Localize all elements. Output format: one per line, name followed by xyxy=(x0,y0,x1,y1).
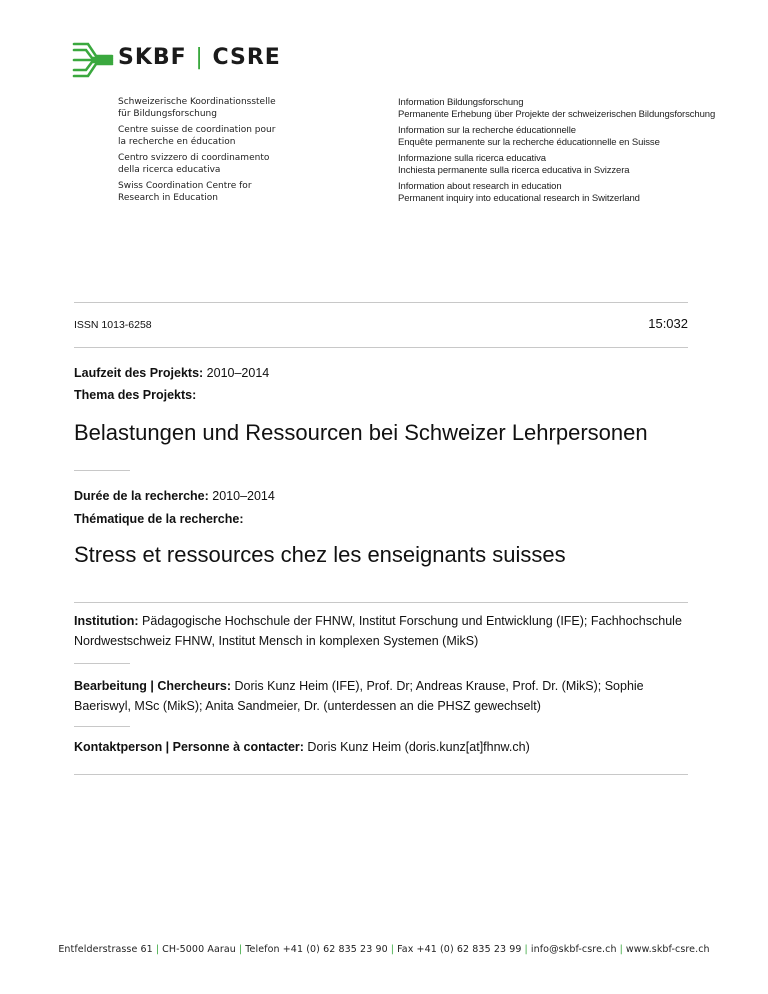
institution-label: Institution: xyxy=(74,614,139,628)
info-line: Information sur la recherche éducationnelle xyxy=(398,125,576,136)
title-de: Belastungen und Ressourcen bei Schweizer Lehrpersonen xyxy=(74,420,648,445)
org-line: della ricerca educativa xyxy=(118,164,221,175)
info-line: Information about research in education xyxy=(398,181,562,192)
divider xyxy=(74,774,688,775)
info-en xyxy=(398,181,640,204)
logo-skbf: SKBF xyxy=(118,45,187,70)
skbf-csre-logo xyxy=(72,40,281,80)
duration-fr-label: Durée de la recherche: xyxy=(74,489,209,503)
duration-de-value: 2010–2014 xyxy=(203,366,270,380)
institution-value: Pädagogische Hochschule der FHNW, Institut Forschung und Entwicklung (IFE); Fachhochschule Nordwestschweiz FHNW, Institut Mensch in komplexen Systemen (MikS) xyxy=(74,614,682,648)
short-divider xyxy=(74,726,130,727)
logo-separator: | xyxy=(195,45,204,70)
divider xyxy=(74,347,688,348)
org-name-fr xyxy=(118,125,275,148)
researchers-value: Doris Kunz Heim (IFE), Prof. Dr; Andreas Krause, Prof. Dr. (MikS); Sophie Baeriswyl, MSc (MikS); Anita Sandmeier, Dr. (unterdessen an die PHSZ gewechselt) xyxy=(74,679,644,713)
theme-de xyxy=(74,388,196,402)
contact xyxy=(74,737,694,757)
short-divider xyxy=(74,470,130,471)
title-fr: Stress et ressources chez les enseignants suisses xyxy=(74,542,566,567)
duration-fr xyxy=(74,489,275,503)
researchers-label: Bearbeitung | Chercheurs: xyxy=(74,679,232,693)
logo-csre: CSRE xyxy=(212,45,281,70)
org-line: für Bildungsforschung xyxy=(118,108,217,119)
info-de xyxy=(398,97,715,120)
footer-phone: Telefon +41 (0) 62 835 23 90 xyxy=(245,944,388,955)
info-line: Information Bildungsforschung xyxy=(398,97,524,108)
footer-website[interactable]: www.skbf-csre.ch xyxy=(625,944,710,955)
issn-number: ISSN 1013-6258 xyxy=(74,319,152,331)
org-line: Centre suisse de coordination pour xyxy=(118,125,276,135)
footer-street: Entfelderstrasse 61 xyxy=(58,944,153,955)
logo-wordmark xyxy=(118,45,281,70)
divider xyxy=(74,602,688,603)
theme-de-label: Thema des Projekts: xyxy=(74,388,197,402)
contact-label: Kontaktperson | Personne à contacter: xyxy=(74,740,304,754)
project-code: 15:032 xyxy=(648,316,688,331)
info-it xyxy=(398,153,630,176)
footer-address: Entfelderstrasse 61 | CH-5000 Aarau | Telefon +41 (0) 62 835 23 90 | Fax +41 (0) 62 835 23 99 | info@skbf-csre.ch | www.skbf-csre.ch xyxy=(58,944,710,955)
divider xyxy=(74,302,688,303)
info-fr xyxy=(398,125,660,148)
footer-city: CH-5000 Aarau xyxy=(162,944,236,955)
duration-de xyxy=(74,366,269,380)
org-line: Research in Education xyxy=(118,192,219,203)
org-name-en xyxy=(118,181,252,204)
logo-lines-icon xyxy=(72,40,114,80)
org-line: la recherche en éducation xyxy=(118,136,236,147)
info-line: Informazione sulla ricerca educativa xyxy=(398,153,546,164)
contact-value: Doris Kunz Heim (doris.kunz[at]fhnw.ch) xyxy=(303,740,530,754)
short-divider xyxy=(74,663,130,664)
researchers xyxy=(74,676,694,716)
footer-email[interactable]: info@skbf-csre.ch xyxy=(530,944,617,955)
org-name-it xyxy=(118,153,269,176)
duration-fr-value: 2010–2014 xyxy=(208,489,275,503)
org-line: Schweizerische Koordinationsstelle xyxy=(118,97,276,107)
footer-fax: Fax +41 (0) 62 835 23 99 xyxy=(397,944,522,955)
theme-fr-label: Thématique de la recherche: xyxy=(74,512,244,526)
info-line: Permanente Erhebung über Projekte der schweizerischen Bildungsforschung xyxy=(398,108,716,120)
duration-de-label: Laufzeit des Projekts: xyxy=(74,366,204,380)
info-line: Permanent inquiry into educational research in Switzerland xyxy=(398,192,640,204)
org-line: Swiss Coordination Centre for xyxy=(118,181,252,191)
theme-fr xyxy=(74,512,244,526)
info-line: Enquête permanente sur la recherche éducationnelle en Suisse xyxy=(398,136,660,148)
org-line: Centro svizzero di coordinamento xyxy=(118,153,270,163)
institution xyxy=(74,611,694,651)
org-name-de xyxy=(118,97,276,120)
info-line: Inchiesta permanente sulla ricerca educativa in Svizzera xyxy=(398,164,630,176)
